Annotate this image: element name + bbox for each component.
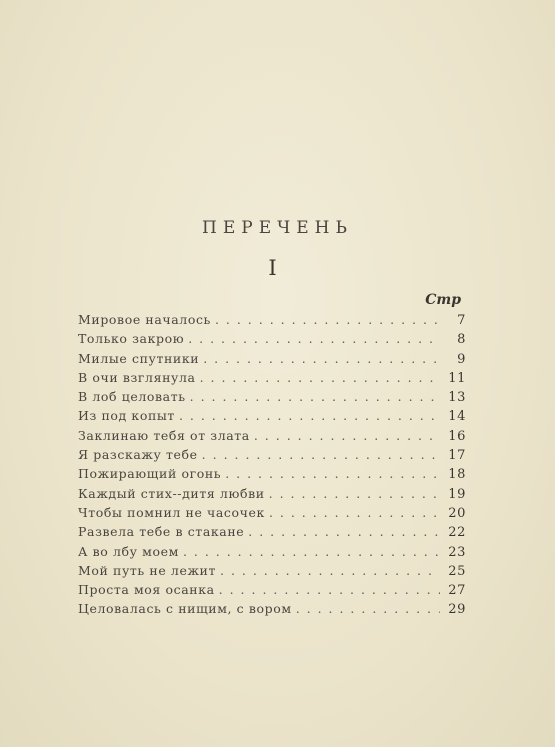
toc-entry-page: 8 <box>457 332 466 348</box>
toc-entry-title: Мировое началось <box>78 312 211 327</box>
toc-entry-title: А во лбу моем <box>78 543 179 559</box>
dot-leader <box>179 406 440 425</box>
dot-leader <box>183 542 440 561</box>
toc-entry <box>78 522 466 541</box>
dot-leader <box>190 387 440 406</box>
toc-entry-page: 13 <box>448 390 466 406</box>
section-number: I <box>268 256 277 280</box>
toc-entry-page: 18 <box>448 467 466 483</box>
toc-entry <box>78 484 466 503</box>
toc-entry <box>78 580 466 599</box>
toc-entry-page: 14 <box>448 409 466 425</box>
dot-leader <box>248 522 440 541</box>
toc-entry <box>78 503 466 522</box>
toc-entry-title: Мой путь не лежит <box>78 562 216 578</box>
toc-entry-title: Каждый стих--дитя любви <box>78 485 265 501</box>
toc-entry-page: 20 <box>448 505 466 521</box>
dot-leader <box>269 484 440 503</box>
toc-entry-title: В очи взглянула <box>78 369 196 385</box>
page-heading: ПЕРЕЧЕНЬ <box>202 218 353 238</box>
toc-entry-title: Из под копыт <box>78 408 175 424</box>
toc-entry <box>78 387 466 406</box>
dot-leader <box>220 561 440 580</box>
toc-entry <box>78 542 466 561</box>
toc-entry-page: 29 <box>448 602 466 618</box>
toc-entry <box>78 599 466 618</box>
toc-entry-title: Целовалась с нищим, с вором <box>78 601 292 617</box>
toc-entry-page: 19 <box>448 486 466 502</box>
toc-entry <box>78 561 466 580</box>
toc-entry-title: В лоб целовать <box>78 389 186 405</box>
toc-entry <box>78 426 466 445</box>
toc-entry <box>78 445 466 464</box>
toc-entry-page: 16 <box>448 428 466 444</box>
dot-leader <box>202 445 440 464</box>
dot-leader <box>225 464 440 483</box>
toc-entry <box>78 329 466 348</box>
toc-entry-page: 11 <box>448 370 466 386</box>
dot-leader <box>203 349 440 368</box>
toc-entry-title: Только закрою <box>78 331 185 347</box>
dot-leader <box>219 580 440 599</box>
toc-entry-title: Пожирающий огонь <box>78 466 222 482</box>
toc-entry-title: Я разскажу тебе <box>78 447 198 463</box>
toc-entry-title: Развела тебе в стакане <box>78 524 245 540</box>
toc-entry-page: 23 <box>448 544 466 560</box>
dot-leader <box>200 368 440 387</box>
dot-leader <box>296 599 440 618</box>
toc-entry-page: 7 <box>457 313 466 328</box>
dot-leader <box>215 310 440 329</box>
toc-entry-page: 25 <box>448 563 466 579</box>
dot-leader <box>254 426 440 445</box>
toc-entry-title: Заклинаю тебя от злата <box>78 427 250 443</box>
toc-entry-page: 9 <box>457 351 466 367</box>
dot-leader <box>188 329 440 348</box>
toc-entry-page: 27 <box>448 583 466 599</box>
toc-entry-title: Чтобы помнил не часочек <box>78 504 265 520</box>
page-column-label: Стр <box>425 292 461 308</box>
dot-leader <box>269 503 440 522</box>
toc-entry-page: 17 <box>448 448 466 464</box>
toc-entry <box>78 349 466 368</box>
table-of-contents <box>78 310 466 619</box>
toc-entry <box>78 406 466 425</box>
toc-entry-title: Проста моя осанка <box>78 582 215 598</box>
toc-entry-title: Милые спутники <box>78 350 200 366</box>
toc-entry <box>78 464 466 483</box>
toc-entry <box>78 310 466 329</box>
toc-entry <box>78 368 466 387</box>
toc-entry-page: 22 <box>448 525 466 541</box>
